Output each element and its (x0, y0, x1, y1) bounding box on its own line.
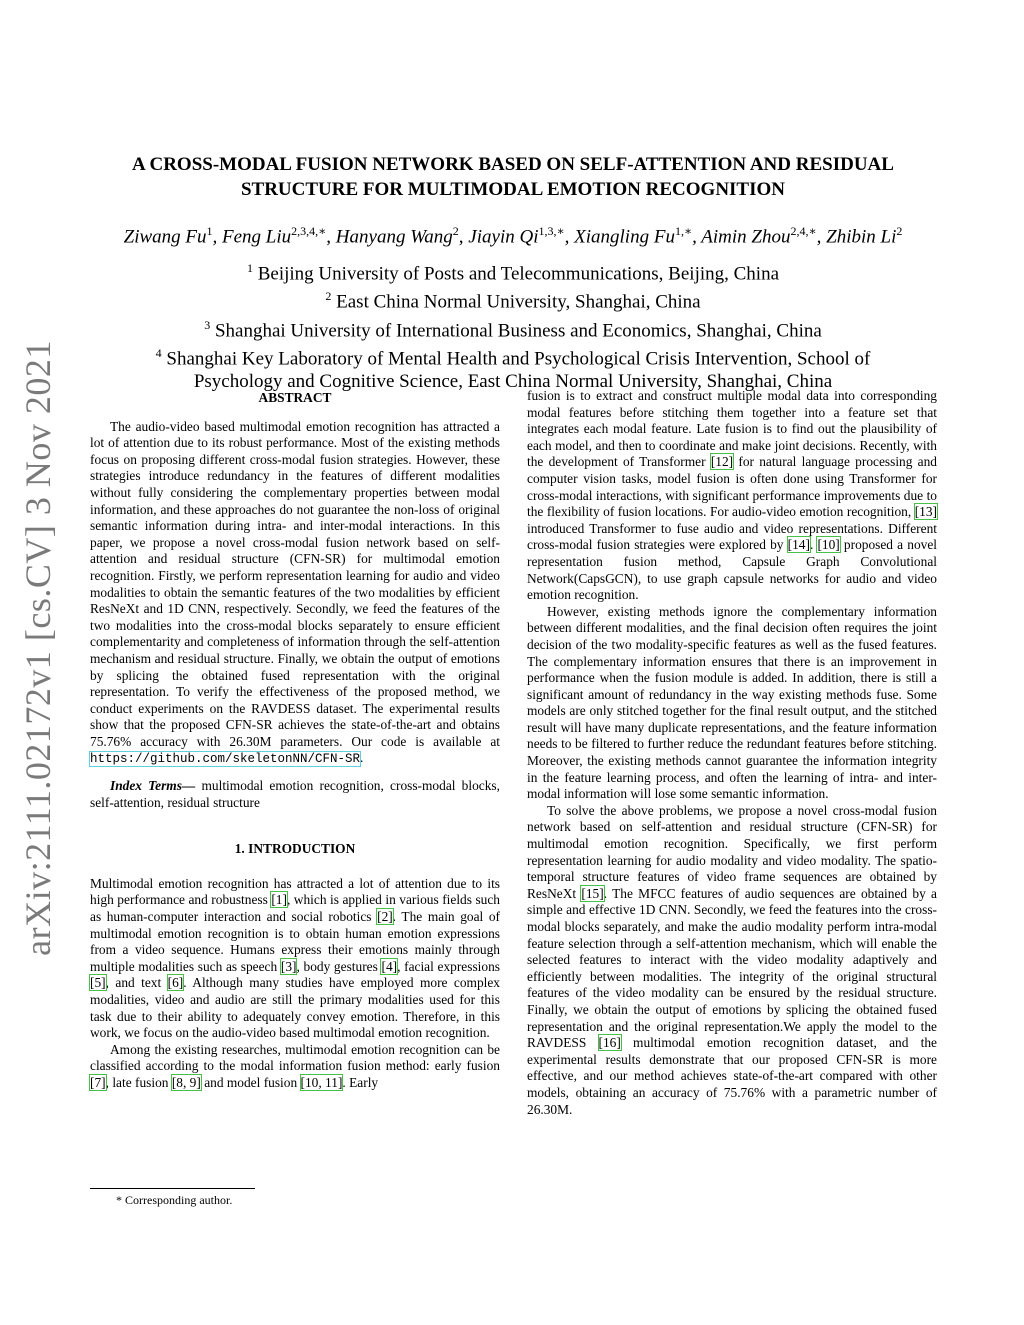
right-paragraph-1 (527, 388, 937, 604)
author-separator: , (326, 226, 336, 248)
paragraph-text: . Early (342, 1074, 379, 1090)
affiliation-list (90, 257, 936, 393)
citation-link[interactable]: [4] (381, 958, 398, 974)
footnote-text: * Corresponding author. (116, 1193, 233, 1207)
paragraph-text: . The MFCC features of audio sequences are obtained by a simple and effective 1D CNN. Secondly, we feed the features into the cross-modal blocks separately, and make the audio modality perform intra-modal feature selection through a self-attention mechanism, which will enable the selected features to interact with the video modality adaptively and efficiently between modalities. The integrity of the original structural features of the video modality can be ensured by the residual structure. Finally, we obtain the output of emotions by splicing the obtained fused representation and the original representation.We apply the model to the RAVDESS (527, 885, 937, 1051)
author-affiliation-marker: 1,3,∗ (538, 224, 565, 238)
author-separator: , (564, 226, 575, 248)
author-name: Aimin Zhou (701, 226, 791, 248)
paragraph-text: fusion is to extract and construct multiple modal data into corresponding modal features before stitching them together into a feature set that integrates each modal feature. Late fusion is to find out the plausibility of each model, and then to coordinate and make joint decisions. Recently, with the development of Transformer (527, 388, 937, 470)
affiliation-number: 1 (246, 261, 253, 275)
citation-link[interactable]: [15] (581, 885, 604, 901)
code-repository-link[interactable]: https://github.com/skeletonNN/CFN-SR (90, 752, 361, 767)
citation-link[interactable]: [1] (271, 892, 287, 908)
citation-link[interactable]: [12] (710, 454, 734, 470)
intro-paragraph-2 (90, 1042, 500, 1092)
author-affiliation-marker: 1,∗ (674, 224, 693, 238)
right-column (527, 388, 937, 1118)
paragraph-text: Among the existing researches, multimodal emotion recognition can be classified according to the modal information fusion method: early fusion (90, 1041, 500, 1074)
author-name: Xiangling Fu (574, 226, 675, 248)
citation-link[interactable]: [6] (167, 975, 184, 991)
author-affiliation-marker: 2 (896, 224, 903, 238)
title-line-2: STRUCTURE FOR MULTIMODAL EMOTION RECOGNITION (240, 179, 786, 200)
abstract-body (90, 419, 500, 768)
affiliation-number: 4 (155, 345, 162, 360)
author-separator: , (212, 226, 222, 248)
abstract-text: The audio-video based multimodal emotion recognition has attracted a lot of attention due to its robust performance. Most of the existing methods focus on proposing different cross-modal fusion strategies. However, these strategies introduce redundancy in the features of different modalities without fully considering the complementary properties between modal information, and these approaches do not guarantee the non-loss of original semantic information during intra- and inter-modal interactions. In this paper, we propose a novel cross-modal fusion network based on self-attention and residual structure (CFN-SR) for multimodal emotion recognition. Firstly, we perform representation learning for audio and video modalities to obtain the semantic features of the two modalities by efficient ResNeXt and 1D CNN, respectively. Secondly, we feed the features of the two modalities into the cross-modal blocks separately to ensure efficient complementarity and completeness of information through the self-attention mechanism and residual structure. Finally, we obtain the output of emotions by splicing the obtained fused representation with the original representation. To verify the effectiveness of the proposed method, we conduct experiments on the RAVDESS dataset. The experimental results show that the proposed CFN-SR achieves the state-of-the-art and obtains 75.76% accuracy with 26.30M parameters. Our code is available at (90, 418, 500, 749)
intro-paragraph-1 (90, 876, 500, 1042)
affiliation-text: Shanghai Key Laboratory of Mental Health and Psychological Crisis Intervention, School of (161, 348, 871, 370)
citation-link[interactable]: [8, 9] (171, 1074, 201, 1090)
author-separator: , (458, 226, 469, 248)
paragraph-text: Multimodal emotion recognition has attracted a lot of attention due to its high performance and robustness (90, 875, 500, 908)
affiliation-line (90, 285, 936, 313)
paragraph-text: , and text (105, 975, 168, 991)
author-name: Hanyang Wang (335, 226, 453, 248)
author-name: Ziwang Fu (123, 226, 207, 248)
citation-link[interactable]: [14] (787, 537, 810, 553)
arxiv-stamp-text: arXiv:2111.02172v1 [cs.CV] 3 Nov 2021 (18, 340, 58, 956)
title-line-1: A CROSS-MODAL FUSION NETWORK BASED ON SELF-ATTENTION AND RESIDUAL (132, 154, 894, 175)
citation-link[interactable]: [10, 11] (300, 1074, 343, 1090)
index-terms-label: Index Terms— (110, 778, 196, 794)
paragraph-text: multimodal emotion recognition dataset, and the experimental results demonstrate that our proposed CFN-SR is more effective, and our method achieves state-of-the-art compared with other models, obtaining an accuracy of 75.76% with a parametric number of 26.30M. (527, 1035, 937, 1117)
citation-link[interactable]: [10] (817, 537, 840, 553)
affiliation-line (90, 314, 936, 342)
citation-link[interactable]: [7] (90, 1074, 106, 1090)
index-terms-text: multimodal emotion recognition, cross-modal blocks, self-attention, residual structure (90, 778, 500, 810)
author-name: Zhibin Li (826, 226, 897, 248)
citation-link[interactable]: [3] (280, 958, 297, 974)
citation-link[interactable]: [13] (914, 504, 937, 520)
author-affiliation-marker: 1 (206, 224, 213, 238)
paragraph-text: . Although many studies have employed more complex modalities, video and audio are still the primary modalities used for this task due to their ability to adequately convey emotion. Therefore, in this work, we focus on the audio-video based multimodal emotion recognition. (90, 975, 501, 1041)
author-affiliation-marker: 2,4,∗ (790, 224, 817, 238)
affiliation-text: Beijing University of Posts and Telecommunications, Beijing, China (252, 263, 780, 285)
introduction-heading: 1. INTRODUCTION (234, 841, 356, 857)
paragraph-text: , facial expressions (397, 958, 500, 974)
left-column (90, 388, 500, 1092)
paragraph-text: To solve the above problems, we propose a novel cross-modal fusion network based on self-attention and residual structure (CFN-SR) for multimodal emotion recognition. Specifically, we first perform representation learning for audio modality and video modality. The spatio-temporal structure features of video frame sequences are obtained by ResNeXt (527, 802, 937, 901)
citation-link[interactable]: [2] (377, 909, 393, 925)
paragraph-text: proposed a novel representation fusion method, Capsule Graph Convolutional Network(CapsGCN), to use graph capsule networks for audio and video emotion recognition. (527, 537, 937, 603)
paragraph-text: . The main goal of multimodal emotion recognition is to obtain human emotion expressions from a video sequence. Humans express their emotions mainly through multiple modalities such as speech (90, 909, 500, 974)
author-name: Feng Liu (222, 226, 292, 248)
paragraph-text: , late fusion (105, 1074, 172, 1090)
affiliation-text: Psychology and Cognitive Science, East China Normal University, Shanghai, China (193, 371, 833, 393)
affiliation-text: East China Normal University, Shanghai, China (331, 291, 701, 313)
paragraph-text: . (809, 537, 818, 553)
paragraph-text: , body gestures (296, 958, 382, 974)
author-separator: , (816, 226, 827, 248)
affiliation-number: 2 (325, 289, 332, 304)
author-list (70, 218, 956, 250)
paragraph-text: and model fusion (200, 1074, 301, 1090)
paragraph-text: introduced Transformer to fuse audio and video representations. Different cross-modal fusion strategies were explored by (527, 520, 937, 553)
abstract-end: . (360, 750, 364, 766)
author-affiliation-marker: 2 (452, 224, 459, 238)
paragraph-text: , which is applied in various fields such as human-computer interaction and social robotics (90, 892, 500, 925)
affiliation-number: 3 (204, 317, 211, 332)
index-terms (90, 778, 500, 811)
footnote-rule (90, 1188, 255, 1189)
affiliation-text: Shanghai University of International Business and Economics, Shanghai, China (210, 319, 822, 341)
affiliation-line (90, 342, 936, 370)
arxiv-stamp (8, 340, 68, 956)
paper-title (90, 152, 936, 202)
right-paragraph-3 (527, 803, 937, 1118)
right-paragraph-2: However, existing methods ignore the complementary information between different modalities, and the final decision often requires the joint decision of the two modality-specific features as well as the fused features. The complementary information ensures that there is an improvement in performance when the fusion module is added. In addition, there is still a significant amount of redundancy in the way existing methods fuse. Some models are only stitched together for the final result output, and the stitched result will have many duplicate representations, and the feature information needs to be filtered to further reduce the redundant features before stitching. Moreover, the existing methods cannot guarantee the information integrity in the feature learning process, and often the learning of intra- and inter-modal information will lose some semantic information. (527, 603, 937, 802)
paragraph-text: for natural language processing and computer vision tasks, model fusion is often done using Transformer for cross-modal interactions, with significant performance improvements due to the flexibility of fusion locations. For audio-video emotion recognition, (527, 454, 937, 520)
footnote (90, 1188, 500, 1208)
author-affiliation-marker: 2,3,4,∗ (291, 224, 327, 238)
affiliation-line (90, 257, 936, 285)
citation-link[interactable]: [5] (90, 975, 106, 991)
citation-link[interactable]: [16] (598, 1035, 621, 1051)
author-name: Jiayin Qi (468, 226, 539, 248)
abstract-heading: ABSTRACT (258, 390, 332, 405)
author-separator: , (692, 226, 702, 248)
